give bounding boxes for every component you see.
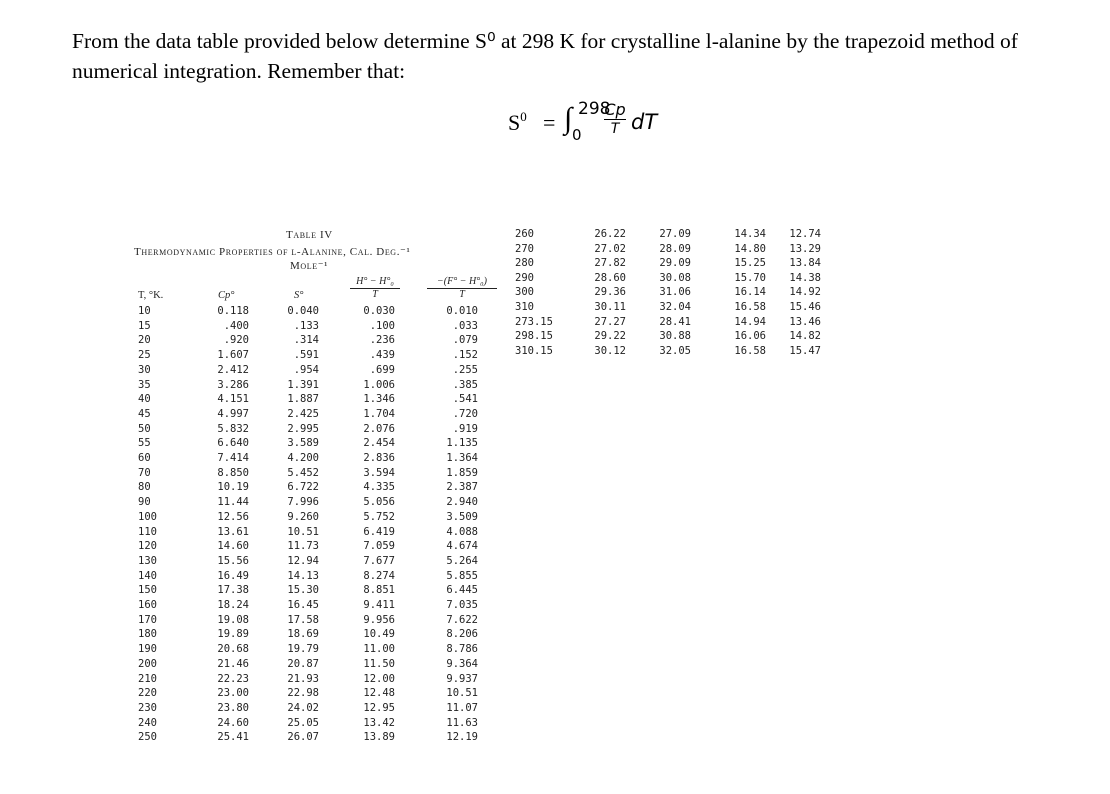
cell-temperature: 15 <box>138 319 151 332</box>
cell-temperature: 180 <box>138 628 157 641</box>
cell-enthalpy: 2.076 <box>363 422 395 435</box>
cell-entropy: 17.58 <box>287 613 319 626</box>
cell-cp: 14.60 <box>217 540 249 553</box>
cell-cp: 16.49 <box>217 569 249 582</box>
cell-free-energy: 5.855 <box>446 569 478 582</box>
cell-cp: .400 <box>223 319 249 332</box>
cell-free-energy: 15.46 <box>789 301 821 313</box>
cell-free-energy: 13.29 <box>789 242 821 255</box>
cell-free-energy: 1.364 <box>446 452 478 464</box>
cell-enthalpy: 13.42 <box>363 716 395 729</box>
cell-temperature: 60 <box>138 452 151 464</box>
cell-free-energy: 6.445 <box>446 584 478 597</box>
cell-free-energy: 15.47 <box>789 344 821 357</box>
cell-enthalpy: 16.58 <box>734 344 766 357</box>
cell-enthalpy: 7.059 <box>363 540 395 553</box>
cell-cp: 7.414 <box>217 452 249 464</box>
cell-cp: 18.24 <box>217 599 249 611</box>
cell-free-energy: 9.364 <box>446 657 478 670</box>
cell-temperature: 240 <box>138 716 157 729</box>
integral-sign: ∫ <box>564 102 573 135</box>
cell-temperature: 130 <box>138 554 157 567</box>
cell-temperature: 290 <box>515 271 534 284</box>
cell-temperature: 35 <box>138 378 151 391</box>
cell-cp: 10.19 <box>217 481 249 494</box>
cell-enthalpy: 9.411 <box>363 599 395 611</box>
cell-cp: 12.56 <box>217 510 249 523</box>
cell-enthalpy: .439 <box>369 349 395 362</box>
cell-free-energy: 1.859 <box>446 466 478 479</box>
cell-free-energy: .033 <box>452 319 478 332</box>
cell-cp: 4.151 <box>217 393 249 406</box>
cell-entropy: 30.88 <box>659 330 691 343</box>
cell-temperature: 160 <box>138 599 157 611</box>
cell-cp: 23.80 <box>217 701 249 714</box>
cell-entropy: 28.09 <box>659 242 691 255</box>
cell-cp: 19.89 <box>217 628 249 641</box>
cell-entropy: 25.05 <box>287 716 319 729</box>
cell-free-energy: 10.51 <box>446 687 478 700</box>
cell-free-energy: .079 <box>452 334 478 347</box>
formula-equals: = <box>543 110 556 135</box>
cell-enthalpy: 16.14 <box>734 286 766 299</box>
cell-free-energy: 14.82 <box>789 330 821 343</box>
cell-temperature: 100 <box>138 510 157 523</box>
cell-cp: 23.00 <box>217 687 249 700</box>
cell-entropy: .133 <box>293 319 319 332</box>
cell-free-energy: 0.010 <box>446 305 478 317</box>
cell-cp: 26.22 <box>594 228 626 240</box>
cell-free-energy: 11.63 <box>446 716 478 729</box>
cell-entropy: 32.04 <box>659 301 691 313</box>
cell-temperature: 80 <box>138 481 151 494</box>
cell-cp: 29.22 <box>594 330 626 343</box>
cell-entropy: 32.05 <box>659 344 691 357</box>
cell-enthalpy: 13.89 <box>363 731 395 744</box>
cell-free-energy: 12.19 <box>446 731 478 744</box>
cell-enthalpy: .100 <box>369 319 395 332</box>
question-text: From the data table provided below determine S⁰ at 298 K for crystalline l-alanine by the trapezoid method of numerical integration. Remember that: <box>72 29 1018 83</box>
header-free-energy-numerator: −(F° − H°₀) <box>427 276 497 289</box>
cell-free-energy: 8.206 <box>446 628 478 641</box>
cell-cp: 27.02 <box>594 242 626 255</box>
cell-temperature: 310 <box>515 301 534 313</box>
cell-temperature: 70 <box>138 466 151 479</box>
cell-entropy: 7.996 <box>287 496 319 509</box>
cell-cp: 17.38 <box>217 584 249 597</box>
cell-entropy: .954 <box>293 363 319 376</box>
formula-lhs: $S^0$ <box>508 109 527 135</box>
cell-temperature: 280 <box>515 257 534 270</box>
integral-upper-limit: 298 <box>578 99 611 119</box>
cell-entropy: 6.722 <box>287 481 319 494</box>
cell-temperature: 10 <box>138 305 151 317</box>
cell-free-energy: 1.135 <box>446 437 478 450</box>
cell-cp: 22.23 <box>217 672 249 685</box>
cell-free-energy: .255 <box>452 363 478 376</box>
cell-temperature: 45 <box>138 407 151 420</box>
cell-enthalpy: 2.836 <box>363 452 395 464</box>
cell-temperature: 260 <box>515 228 534 240</box>
cell-enthalpy: 8.851 <box>363 584 395 597</box>
header-free-energy-denominator: T <box>459 289 465 300</box>
cell-enthalpy: 1.006 <box>363 378 395 391</box>
cell-cp: 19.08 <box>217 613 249 626</box>
cell-entropy: 28.41 <box>659 315 691 328</box>
cell-free-energy: 2.940 <box>446 496 478 509</box>
cell-enthalpy: 7.677 <box>363 554 395 567</box>
cell-enthalpy: 11.50 <box>363 657 395 670</box>
cell-free-energy: .541 <box>452 393 478 406</box>
cell-enthalpy: 3.594 <box>363 466 395 479</box>
cell-free-energy: 3.509 <box>446 510 478 523</box>
cell-free-energy: 14.92 <box>789 286 821 299</box>
cell-entropy: .591 <box>293 349 319 362</box>
cell-entropy: 21.93 <box>287 672 319 685</box>
cell-enthalpy: 5.056 <box>363 496 395 509</box>
cell-free-energy: 9.937 <box>446 672 478 685</box>
cell-enthalpy: 1.704 <box>363 407 395 420</box>
cell-cp: 2.412 <box>217 363 249 376</box>
cell-entropy: 3.589 <box>287 437 319 450</box>
fraction-numerator: Cp <box>604 100 626 119</box>
cell-cp: 13.61 <box>217 525 249 538</box>
header-free-energy <box>427 276 497 300</box>
cell-temperature: 250 <box>138 731 157 744</box>
cell-enthalpy: 5.752 <box>363 510 395 523</box>
cell-free-energy: 13.46 <box>789 315 821 328</box>
cell-temperature: 90 <box>138 496 151 509</box>
cell-enthalpy: 10.49 <box>363 628 395 641</box>
cell-temperature: 270 <box>515 242 534 255</box>
cell-entropy: 2.425 <box>287 407 319 420</box>
cell-entropy: .314 <box>293 334 319 347</box>
header-temperature: T, °K. <box>138 290 164 301</box>
cell-enthalpy: 1.346 <box>363 393 395 406</box>
cell-entropy: 2.995 <box>287 422 319 435</box>
cell-enthalpy: 12.00 <box>363 672 395 685</box>
cell-temperature: 230 <box>138 701 157 714</box>
cell-entropy: 29.09 <box>659 257 691 270</box>
cell-entropy: 26.07 <box>287 731 319 744</box>
cell-entropy: 1.887 <box>287 393 319 406</box>
table-caption: Thermodynamic Properties of l-Alanine, Cal. Deg.⁻¹ <box>134 246 411 258</box>
cell-cp: 15.56 <box>217 554 249 567</box>
header-cp: Cp° <box>218 290 235 301</box>
cell-enthalpy: 14.80 <box>734 242 766 255</box>
cell-entropy: 10.51 <box>287 525 319 538</box>
cell-free-energy: .152 <box>452 349 478 362</box>
header-entropy: S° <box>294 290 304 301</box>
cell-temperature: 310.15 <box>515 344 553 357</box>
cell-temperature: 50 <box>138 422 151 435</box>
cell-free-energy: 7.622 <box>446 613 478 626</box>
cell-free-energy: 2.387 <box>446 481 478 494</box>
cell-entropy: 31.06 <box>659 286 691 299</box>
cell-temperature: 170 <box>138 613 157 626</box>
cell-cp: 30.12 <box>594 344 626 357</box>
cell-entropy: 19.79 <box>287 643 319 656</box>
cell-cp: 3.286 <box>217 378 249 391</box>
cell-cp: 21.46 <box>217 657 249 670</box>
cell-free-energy: 11.07 <box>446 701 478 714</box>
cell-entropy: 24.02 <box>287 701 319 714</box>
cell-enthalpy: 14.94 <box>734 315 766 328</box>
cell-enthalpy: 16.58 <box>734 301 766 313</box>
cell-temperature: 140 <box>138 569 157 582</box>
cell-entropy: 0.040 <box>287 305 319 317</box>
cell-free-energy: 12.74 <box>789 228 821 240</box>
cell-temperature: 298.15 <box>515 330 553 343</box>
cell-entropy: 27.09 <box>659 228 691 240</box>
cell-temperature: 110 <box>138 525 157 538</box>
cell-enthalpy: 6.419 <box>363 525 395 538</box>
cell-temperature: 273.15 <box>515 315 553 328</box>
cell-enthalpy: 15.70 <box>734 271 766 284</box>
cell-cp: 24.60 <box>217 716 249 729</box>
cell-temperature: 120 <box>138 540 157 553</box>
cell-temperature: 40 <box>138 393 151 406</box>
cell-entropy: 22.98 <box>287 687 319 700</box>
cell-cp: 30.11 <box>594 301 626 313</box>
cell-free-energy: 13.84 <box>789 257 821 270</box>
cell-enthalpy: 12.48 <box>363 687 395 700</box>
formula-differential: dT <box>631 110 658 134</box>
cell-entropy: 20.87 <box>287 657 319 670</box>
cell-entropy: 18.69 <box>287 628 319 641</box>
cell-free-energy: 5.264 <box>446 554 478 567</box>
cell-cp: 1.607 <box>217 349 249 362</box>
cell-free-energy: 4.088 <box>446 525 478 538</box>
cell-enthalpy: .699 <box>369 363 395 376</box>
cell-entropy: 11.73 <box>287 540 319 553</box>
cell-entropy: 30.08 <box>659 271 691 284</box>
table-caption-units: Mole⁻¹ <box>290 260 329 272</box>
cell-temperature: 210 <box>138 672 157 685</box>
cell-cp: 27.82 <box>594 257 626 270</box>
cell-free-energy: 4.674 <box>446 540 478 553</box>
fraction-denominator: T <box>610 121 620 137</box>
formula-fraction <box>604 101 626 138</box>
integral-lower-limit: 0 <box>572 126 582 144</box>
cell-temperature: 30 <box>138 363 151 376</box>
cell-enthalpy: 4.335 <box>363 481 395 494</box>
cell-free-energy: .919 <box>452 422 478 435</box>
cell-entropy: 4.200 <box>287 452 319 464</box>
cell-cp: .920 <box>223 334 249 347</box>
cell-free-energy: 8.786 <box>446 643 478 656</box>
header-enthalpy-denominator: T <box>372 289 378 300</box>
header-enthalpy-numerator: H° − H°₀ <box>350 276 400 289</box>
cell-enthalpy: 0.030 <box>363 305 395 317</box>
cell-cp: 27.27 <box>594 315 626 328</box>
cell-cp: 11.44 <box>217 496 249 509</box>
cell-enthalpy: 14.34 <box>734 228 766 240</box>
cell-enthalpy: 16.06 <box>734 330 766 343</box>
cell-enthalpy: 8.274 <box>363 569 395 582</box>
cell-cp: 28.60 <box>594 271 626 284</box>
cell-cp: 29.36 <box>594 286 626 299</box>
cell-temperature: 300 <box>515 286 534 299</box>
table-title: Table IV <box>286 229 333 241</box>
cell-cp: 20.68 <box>217 643 249 656</box>
cell-temperature: 55 <box>138 437 151 450</box>
cell-entropy: 5.452 <box>287 466 319 479</box>
cell-enthalpy: .236 <box>369 334 395 347</box>
cell-temperature: 190 <box>138 643 157 656</box>
cell-entropy: 16.45 <box>287 599 319 611</box>
cell-cp: 6.640 <box>217 437 249 450</box>
cell-cp: 25.41 <box>217 731 249 744</box>
cell-enthalpy: 12.95 <box>363 701 395 714</box>
cell-free-energy: 7.035 <box>446 599 478 611</box>
header-enthalpy <box>350 276 400 300</box>
cell-cp: 4.997 <box>217 407 249 420</box>
cell-enthalpy: 2.454 <box>363 437 395 450</box>
cell-free-energy: .720 <box>452 407 478 420</box>
cell-entropy: 9.260 <box>287 510 319 523</box>
cell-enthalpy: 9.956 <box>363 613 395 626</box>
cell-temperature: 20 <box>138 334 151 347</box>
cell-temperature: 25 <box>138 349 151 362</box>
cell-temperature: 200 <box>138 657 157 670</box>
cell-temperature: 150 <box>138 584 157 597</box>
cell-free-energy: 14.38 <box>789 271 821 284</box>
cell-entropy: 1.391 <box>287 378 319 391</box>
cell-enthalpy: 15.25 <box>734 257 766 270</box>
cell-cp: 5.832 <box>217 422 249 435</box>
cell-enthalpy: 11.00 <box>363 643 395 656</box>
cell-cp: 8.850 <box>217 466 249 479</box>
cell-entropy: 12.94 <box>287 554 319 567</box>
cell-temperature: 220 <box>138 687 157 700</box>
cell-entropy: 14.13 <box>287 569 319 582</box>
cell-entropy: 15.30 <box>287 584 319 597</box>
cell-free-energy: .385 <box>452 378 478 391</box>
cell-cp: 0.118 <box>217 305 249 317</box>
